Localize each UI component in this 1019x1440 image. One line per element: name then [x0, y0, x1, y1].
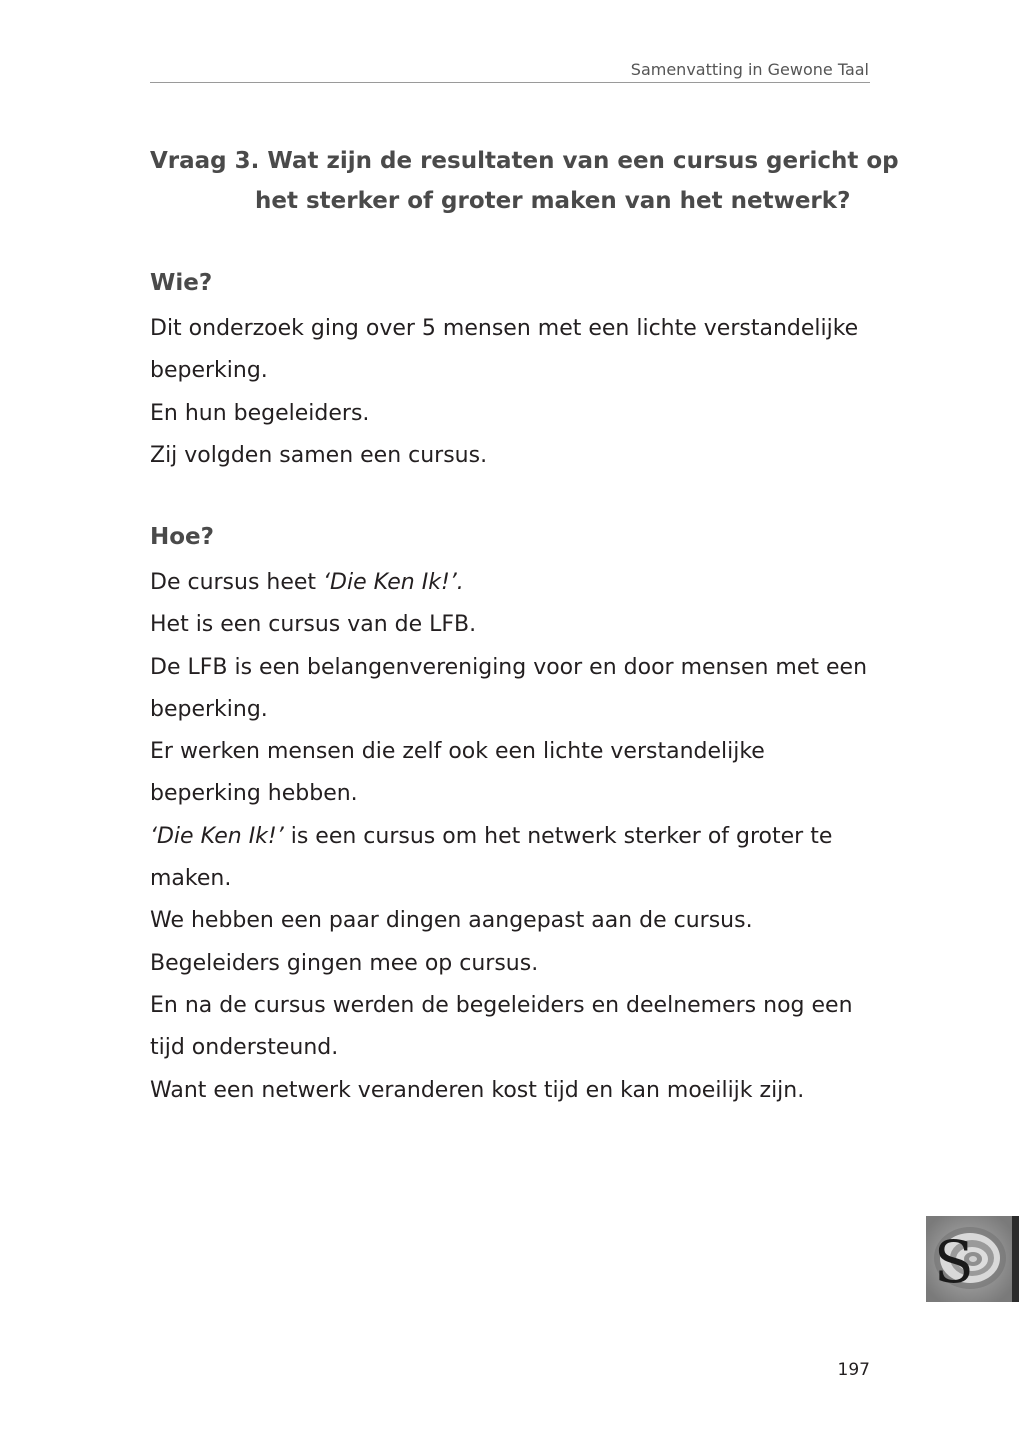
paragraph-line: En na de cursus werden de begeleiders en deelnemers nog een: [150, 992, 853, 1018]
paragraph-line: [150, 562, 880, 604]
section-heading-wie: Wie?: [150, 270, 213, 296]
paragraph-line: Begeleiders gingen mee op cursus.: [150, 950, 539, 976]
section-body-wie: [150, 308, 880, 477]
paragraph-line: De LFB is een belangenvereniging voor en door mensen met een: [150, 654, 868, 680]
text-segment: is een cursus om het netwerk sterker of groter te: [283, 823, 833, 849]
paragraph-line: En hun begeleiders.: [150, 400, 370, 426]
running-header: Samenvatting in Gewone Taal: [630, 60, 869, 79]
paragraph-line: beperking.: [150, 696, 268, 722]
paragraph-line: Want een netwerk veranderen kost tijd en kan moeilijk zijn.: [150, 1077, 805, 1103]
swirl-icon: [926, 1216, 1012, 1302]
question-line-1: Vraag 3. Wat zijn de resultaten van een cursus gericht op: [150, 148, 899, 174]
paragraph-line: Er werken mensen die zelf ook een lichte verstandelijke: [150, 739, 765, 765]
page-number: 197: [837, 1360, 870, 1380]
paragraph-line: maken.: [150, 866, 232, 892]
section-heading-hoe: Hoe?: [150, 524, 214, 550]
chapter-letter: S: [934, 1228, 974, 1296]
chapter-tab: [926, 1216, 1012, 1302]
paragraph-line: We hebben een paar dingen aangepast aan de cursus.: [150, 908, 753, 934]
header-divider: [150, 82, 870, 83]
paragraph-line: Het is een cursus van de LFB.: [150, 612, 477, 638]
paragraph-line: beperking hebben.: [150, 781, 358, 807]
course-title-italic: ‘Die Ken Ik!’: [150, 823, 284, 849]
paragraph-line: beperking.: [150, 358, 268, 384]
question-line-2: het sterker of groter maken van het netwerk?: [255, 188, 851, 214]
paragraph-line: tijd ondersteund.: [150, 1035, 339, 1061]
paragraph-line: Dit onderzoek ging over 5 mensen met een lichte verstandelijke: [150, 316, 859, 341]
text-segment: De cursus heet: [150, 570, 324, 595]
course-title-italic: ‘Die Ken Ik!’.: [323, 570, 464, 595]
paragraph-line: Zij volgden samen een cursus.: [150, 442, 488, 468]
chapter-tab-edge: [1012, 1216, 1019, 1302]
section-body-hoe: [150, 562, 880, 1112]
question-heading: [150, 141, 899, 221]
paragraph-line: [150, 816, 880, 858]
